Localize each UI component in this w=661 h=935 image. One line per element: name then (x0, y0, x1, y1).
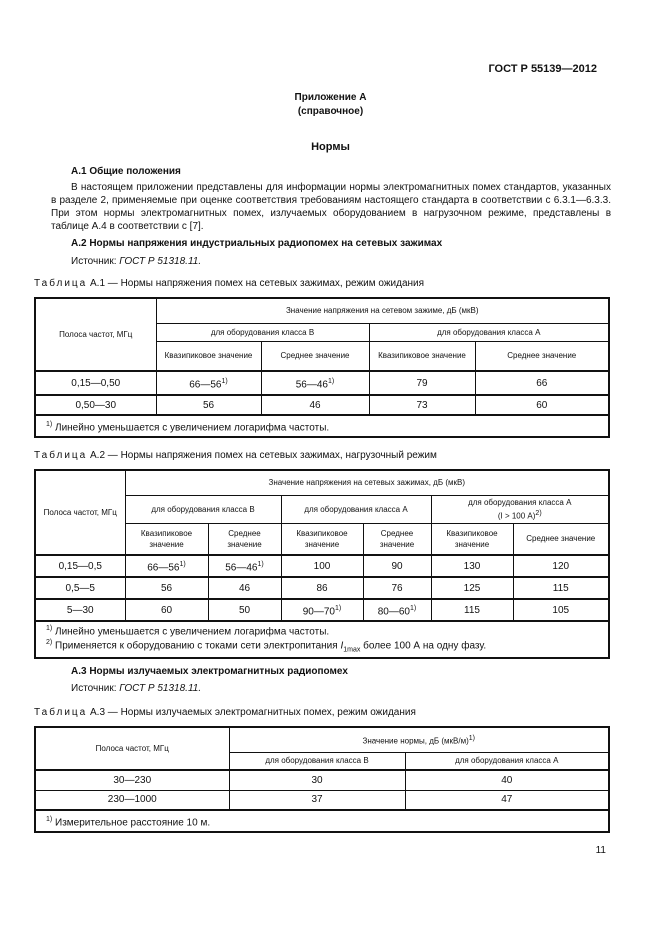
section-a2-source (71, 256, 201, 267)
table-row (35, 790, 609, 810)
header-avg: Среднее значение (363, 523, 431, 555)
cell (208, 555, 281, 577)
header-class-b: для оборудования класса В (229, 752, 405, 770)
table-row (35, 599, 609, 621)
current-subscript: 1max (343, 646, 361, 654)
footnote-mark: 2) (46, 639, 53, 647)
cell: 0,15—0,5 (35, 555, 125, 577)
cell-value: 66—56 (147, 562, 180, 574)
footnote-mark: 1) (335, 604, 342, 612)
cell: 30—230 (35, 770, 229, 790)
cell: 73 (369, 395, 475, 415)
caption-label: Таблица (34, 278, 88, 289)
header-class-a: для оборудования класса А (281, 495, 431, 523)
cell: 30 (229, 770, 405, 790)
appendix-subtitle: (справочное) (297, 106, 364, 117)
cell: 40 (405, 770, 609, 790)
table-row (35, 577, 609, 599)
cell (156, 371, 261, 395)
source-ref: ГОСТ Р 51318.11. (119, 256, 202, 267)
header-qp: Квазипиковое значение (369, 341, 475, 371)
header-avg: Среднее значение (208, 523, 281, 555)
source-label: Источник: (71, 683, 120, 694)
cell-value: 66—56 (189, 379, 222, 391)
cell: 105 (513, 599, 609, 621)
header-avg: Среднее значение (513, 523, 609, 555)
cell: 125 (431, 577, 513, 599)
footnote-mark: 1) (328, 377, 335, 385)
cell: 50 (208, 599, 281, 621)
page-number: 11 (595, 845, 606, 856)
cell: 115 (513, 577, 609, 599)
section-a1-text: В настоящем приложении представлены для информации нормы электромагнитных помех стандартов, указанных в разделе 2, применяемые при оценке соответствия требованиям настоящего стандарта в соответствии с 6.3.1—6.3.3. При этом нормы электромагнитных помех, излучаемых оборудованием в нагрузочном режиме, представлены в таблице А.4 в соответствии с [7]. (51, 182, 611, 232)
caption-text: А.1 — Нормы напряжения помех на сетевых зажимах, режим ожидания (87, 278, 425, 289)
table-row (35, 395, 609, 415)
cell: 230—1000 (35, 790, 229, 810)
section-a2-heading: А.2 Нормы напряжения индустриальных радиопомех на сетевых зажимах (71, 238, 443, 249)
footnote-text: Линейно уменьшается с увеличением логарифма частоты. (55, 626, 330, 638)
table-a1-caption (34, 278, 424, 289)
cell: 56 (125, 577, 208, 599)
header-class-a: для оборудования класса А (369, 323, 609, 341)
appendix-title: Приложение А (294, 92, 367, 103)
cell: 100 (281, 555, 363, 577)
footnote-mark: 1) (468, 734, 475, 742)
cell: 130 (431, 555, 513, 577)
table-a2 (34, 469, 610, 659)
cell: 60 (475, 395, 609, 415)
cell: 37 (229, 790, 405, 810)
cell (261, 371, 369, 395)
header-qp: Квазипиковое значение (125, 523, 208, 555)
cell: 0,15—0,50 (35, 371, 156, 395)
footnote-mark: 1) (257, 560, 264, 568)
cell: 120 (513, 555, 609, 577)
cell: 86 (281, 577, 363, 599)
footnote-mark: 1) (46, 420, 53, 428)
table-row (35, 371, 609, 395)
document-id: ГОСТ Р 55139—2012 (488, 63, 597, 75)
footnote-mark: 1) (410, 604, 417, 612)
cell: 47 (405, 790, 609, 810)
cell (363, 599, 431, 621)
footnote-mark: 1) (221, 377, 228, 385)
footnote-text: Измерительное расстояние 10 м. (55, 817, 211, 829)
footnote-text: Линейно уменьшается с увеличением логарифма частоты. (55, 422, 330, 434)
caption-label: Таблица (34, 450, 88, 461)
header-class-a: для оборудования класса А (405, 752, 609, 770)
source-ref: ГОСТ Р 51318.11. (119, 683, 202, 694)
header-qp: Квазипиковое значение (431, 523, 513, 555)
cell-value: 80—60 (377, 606, 410, 618)
table-a3 (34, 726, 610, 833)
cell: 56 (156, 395, 261, 415)
footnote-mark: 2) (535, 509, 542, 517)
caption-label: Таблица (34, 707, 88, 718)
cell: 60 (125, 599, 208, 621)
table-footnote (35, 415, 609, 437)
header-value (229, 727, 609, 752)
section-a3-heading: А.3 Нормы излучаемых электромагнитных радиопомех (71, 666, 348, 677)
header-qp: Квазипиковое значение (281, 523, 363, 555)
cell (281, 599, 363, 621)
table-a1 (34, 297, 610, 438)
header-class-a-100 (431, 495, 609, 523)
table-footnotes (35, 621, 609, 658)
caption-text: А.2 — Нормы напряжения помех на сетевых зажимах, нагрузочный режим (87, 450, 437, 461)
header-qp: Квазипиковое значение (156, 341, 261, 371)
table-footnote (35, 810, 609, 832)
current-symbol: I (340, 640, 344, 652)
section-a3-source (71, 683, 201, 694)
header-value: Значение напряжения на сетевом зажиме, дБ (мкВ) (156, 298, 609, 323)
cell: 66 (475, 371, 609, 395)
cell: 0,50—30 (35, 395, 156, 415)
cell: 79 (369, 371, 475, 395)
header-text: Значение нормы, дБ (мкВ/м) (362, 736, 469, 746)
header-class-b: для оборудования класса В (125, 495, 281, 523)
footnote-text: более 100 А на одну фазу. (360, 640, 487, 652)
header-freq: Полоса частот, МГц (35, 727, 229, 770)
appendix-heading: Нормы (311, 141, 350, 153)
cell: 76 (363, 577, 431, 599)
header-freq: Полоса частот, МГц (35, 470, 125, 555)
footnote-text: Применяется к оборудованию с токами сети электропитания (55, 640, 341, 652)
caption-text: А.3 — Нормы излучаемых электромагнитных помех, режим ожидания (87, 707, 416, 718)
header-freq: Полоса частот, МГц (35, 298, 156, 371)
cell-value: 90—70 (302, 606, 335, 618)
header-condition: (I > 100 А) (497, 511, 536, 521)
header-avg: Среднее значение (261, 341, 369, 371)
footnote-mark: 1) (46, 625, 53, 632)
header-avg: Среднее значение (475, 341, 609, 371)
table-row (35, 555, 609, 577)
cell-value: 56—46 (225, 562, 258, 574)
table-row (35, 770, 609, 790)
header-value: Значение напряжения на сетевых зажимах, дБ (мкВ) (125, 470, 609, 495)
header-class-b: для оборудования класса В (156, 323, 369, 341)
cell: 5—30 (35, 599, 125, 621)
cell: 115 (431, 599, 513, 621)
table-a2-caption (34, 450, 437, 461)
cell: 46 (261, 395, 369, 415)
footnote-mark: 1) (179, 560, 186, 568)
cell (125, 555, 208, 577)
cell-value: 56—46 (295, 379, 328, 391)
cell: 90 (363, 555, 431, 577)
source-label: Источник: (71, 256, 120, 267)
cell: 0,5—5 (35, 577, 125, 599)
cell: 46 (208, 577, 281, 599)
table-a3-caption (34, 707, 416, 718)
header-text: для оборудования класса А (468, 497, 572, 507)
footnote-mark: 1) (46, 815, 53, 823)
section-a1-heading: А.1 Общие положения (71, 166, 181, 177)
